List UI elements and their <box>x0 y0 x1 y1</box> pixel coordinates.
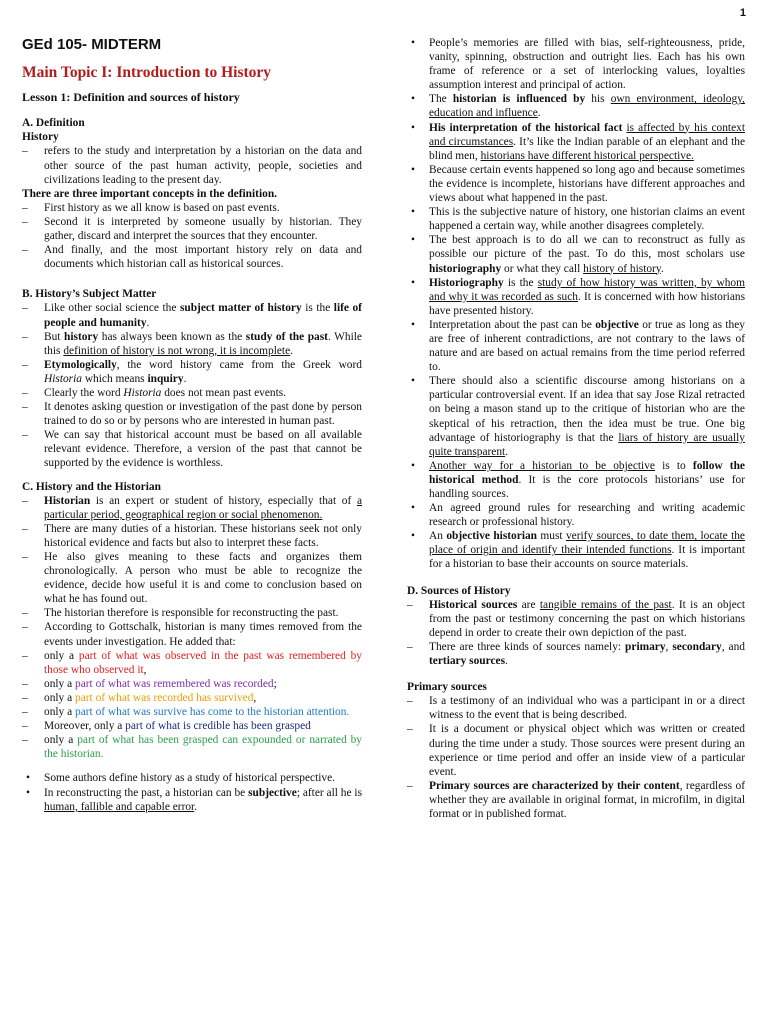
list-item: • People’s memories are filled with bias, self-righteousness, pride, vanity, spinning, obstruction and outright lies. Each has his own frame of reference or a set of interlocking values, loyalties assumption interest and principal of action. <box>407 36 745 92</box>
list-item: • Another way for a historian to be objective is to follow the historical method. It is the core protocols historians’ use for handling sources. <box>407 459 745 501</box>
list-item: • An agreed ground rules for researching and writing academic research or professional history. <box>407 501 745 529</box>
list-item: – only a part of what was survive has come to the historian attention. <box>22 705 362 719</box>
list-item: • The historian is influenced by his own environment, ideology, education and influence. <box>407 92 745 120</box>
list-item: • This is the subjective nature of history, one historian claims an event happened a certain way, while another disagrees completely. <box>407 205 745 233</box>
list-item: – only a part of what was observed in the past was remembered by those who observed it, <box>22 649 362 677</box>
section-d-heading: D. Sources of History <box>407 584 511 597</box>
list-item: – only a part of what was recorded has survived, <box>22 691 362 705</box>
list-item: – Etymologically, the word history came from the Greek word Historia which means inquiry. <box>22 358 362 386</box>
list-item: – There are three kinds of sources namely: primary, secondary, and tertiary sources. <box>407 640 745 668</box>
list-item: • An objective historian must verify sources, to date them, locate the place of origin and identify their intended functions. It is important for a historian to base their accounts on source materials. <box>407 529 745 571</box>
list-item: – Primary sources are characterized by their content, regardless of whether they are available in original format, in microfilm, in digital format or in published format. <box>407 779 745 821</box>
list-item: – Second it is interpreted by someone usually by historian. They gather, discard and interpret the sources that they encounter. <box>22 215 362 243</box>
lesson-heading: Lesson 1: Definition and sources of history <box>22 90 240 105</box>
list-item: – Moreover, only a part of what is credible has been grasped <box>22 719 362 733</box>
list-item: – The historian therefore is responsible for reconstructing the past. <box>22 606 362 620</box>
list-item: – Clearly the word Historia does not mean past events. <box>22 386 362 400</box>
concepts-heading: There are three important concepts in the definition. <box>22 187 277 200</box>
page-number: 1 <box>739 7 746 19</box>
list-item: – He also gives meaning to these facts and organizes them chronologically. A person who must be able to recognize the evidence, decide how useful it is and come to conclusion based on what he has found out. <box>22 550 362 606</box>
list-item: • His interpretation of the historical fact is affected by his context and circumstances. It’s like the Indian parable of an elephant and the blind men, historians have different historical perspective. <box>407 121 745 163</box>
historian-list <box>22 494 362 762</box>
list-item: • Historiography is the study of how history was written, by whom and why it was recorded as such. It is concerned with how historians have presented history. <box>407 276 745 318</box>
section-a-heading: A. Definition <box>22 117 85 130</box>
primary-sources-heading: Primary sources <box>407 681 487 694</box>
list-item: – It is a document or physical object which was written or created during the time under a study. Those sources were present during an experience or time period and offer an inside view of a particular event. <box>407 722 745 778</box>
section-b-heading: B. History’s Subject Matter <box>22 288 157 301</box>
list-item: • Because certain events happened so long ago and because sometimes the evidence is incomplete, historians have different approaches and views about what happened in the past. <box>407 163 745 205</box>
course-title: GEd 105- MIDTERM <box>22 36 162 53</box>
right-column <box>407 36 745 821</box>
list-item: – It denotes asking question or investigation of the past done by person trained to do so or by persons who are interested in human past. <box>22 400 362 428</box>
list-item: – And finally, and the most important history rely on data and documents which historian call as historical sources. <box>22 243 362 271</box>
concepts-list <box>22 201 362 271</box>
list-item: – First history as we all know is based on past events. <box>22 201 362 215</box>
main-topic-heading: Main Topic I: Introduction to History <box>22 64 272 82</box>
list-item: – We can say that historical account must be based on all available relevant evidence. Therefore, a version of the past that cannot be supported by the evidence is worthless. <box>22 428 362 470</box>
subject-matter-list <box>22 301 362 470</box>
list-item: – Historical sources are tangible remains of the past. It is an object from the past or testimony concerning the past on which historians depend in order to create their own depiction of the past. <box>407 598 745 640</box>
definition-list <box>22 144 362 186</box>
list-item: • Some authors define history as a study of historical perspective. <box>22 771 362 785</box>
left-column <box>22 36 362 814</box>
list-item: – Historian is an expert or student of history, especially that of a particular period, geographical region or social phenomenon. <box>22 494 362 522</box>
section-c-heading: C. History and the Historian <box>22 480 161 493</box>
history-term: History <box>22 131 59 144</box>
sources-list <box>407 598 745 668</box>
list-item: • The best approach is to do all we can to reconstruct as fully as possible our picture of the past. To do this, most scholars use historiography or what they call history of history. <box>407 233 745 275</box>
list-item: • In reconstructing the past, a historian can be subjective; after all he is human, fallible and capable error. <box>22 786 362 814</box>
list-item: – only a part of what was remembered was recorded; <box>22 677 362 691</box>
list-item: – According to Gottschalk, historian is many times removed from the events under investigation. He added that: <box>22 620 362 648</box>
list-item: – refers to the study and interpretation by a historian on the data and other source of the past human activity, people, societies and civilizations leading to the present day. <box>22 144 362 186</box>
subjectivity-list <box>407 36 745 572</box>
list-item: – Is a testimony of an individual who was a participant in or a direct witness to the event that is being described. <box>407 694 745 722</box>
perspective-list <box>22 771 362 813</box>
list-item: – But history has always been known as the study of the past. While this definition of history is not wrong, it is incomplete. <box>22 330 362 358</box>
list-item: – Like other social science the subject matter of history is the life of people and humanity. <box>22 301 362 329</box>
primary-sources-list <box>407 694 745 821</box>
list-item: • There should also a scientific discourse among historians on a particular controversial event. If an idea that say Jose Rizal retracted on being a mason stand up to the critique of historian who are the skeptical of his retraction, then the idea must be true. One big advantage of historiography is that the liars of history are usually quite transparent. <box>407 374 745 459</box>
list-item: – only a part of what has been grasped can expounded or narrated by the historian. <box>22 733 362 761</box>
list-item: • Interpretation about the past can be objective or true as long as they are free of inherent contradictions, are not contrary to the laws of nature and are based on actual remains from the time period referred to. <box>407 318 745 374</box>
list-item: – There are many duties of a historian. These historians seek not only historical evidence and facts but also to interpret these facts. <box>22 522 362 550</box>
